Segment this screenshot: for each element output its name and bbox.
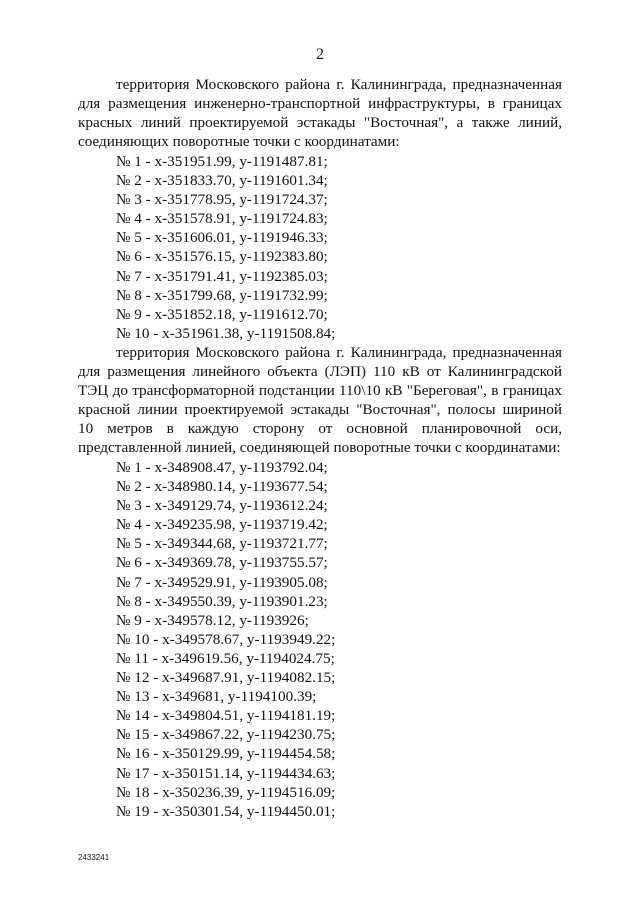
coordinate-point: № 8 - х-349550.39, у-1193901.23; — [116, 592, 328, 610]
coordinate-point: № 15 - х-349867.22, у-1194230.75; — [116, 726, 336, 744]
coordinate-point: № 3 - х-351778.95, у-1191724.37; — [116, 191, 328, 209]
section2-line: красной линии проектируемой эстакады "Восточная", полосы шириной — [78, 401, 562, 418]
coordinate-point: № 19 - х-350301.54, у-1194450.01; — [116, 802, 336, 820]
coordinate-point: № 7 - х-351791.41, у-1192385.03; — [116, 267, 328, 285]
coordinate-point: № 1 - х-348908.47, у-1193792.04; — [116, 459, 328, 476]
document-id: 2433241 — [78, 853, 110, 862]
coordinate-point: № 6 - х-349369.78, у-1193755.57; — [116, 554, 328, 572]
coordinate-point: № 13 - х-349681, у-1194100.39; — [116, 688, 317, 706]
section2-line: для размещения линейного объекта (ЛЭП) 110 кВ от Калининградской — [78, 363, 562, 380]
section2-line: ТЭЦ до трансформаторной подстанции 110\10 кВ "Береговая", в границах — [78, 382, 562, 399]
section1-line: для размещения инженерно-транспортной инфраструктуры, в границах — [78, 95, 562, 112]
coordinate-point: № 4 - х-349235.98, у-1193719.42; — [116, 516, 328, 534]
page-number: 2 — [316, 46, 324, 63]
coordinate-point: № 8 - х-351799.68, у-1191732.99; — [116, 286, 328, 304]
section1-line: соединяющих поворотные точки с координатами: — [78, 133, 400, 150]
coordinate-point: № 18 - х-350236.39, у-1194516.09; — [116, 783, 336, 801]
coordinate-point: № 17 - х-350151.14, у-1194434.63; — [116, 764, 336, 782]
coordinate-point: № 2 - х-348980.14, у-1193677.54; — [116, 478, 328, 496]
section1-line: территория Московского района г. Калининграда, предназначенная — [116, 76, 562, 93]
coordinate-point: № 5 - х-351606.01, у-1191946.33; — [116, 229, 328, 247]
coordinate-point: № 9 - х-349578.12, у-1193926; — [116, 611, 309, 629]
coordinate-point: № 3 - х-349129.74, у-1193612.24; — [116, 497, 328, 515]
coordinate-point: № 9 - х-351852.18, у-1191612.70; — [116, 305, 328, 323]
coordinate-point: № 4 - х-351578.91, у-1191724.83; — [116, 210, 328, 228]
coordinate-point: № 1 - х-351951.99, у-1191487.81; — [116, 153, 328, 170]
coordinate-point: № 11 - х-349619.56, у-1194024.75; — [116, 649, 335, 667]
section1-coordinate-list — [116, 152, 335, 343]
coordinate-point: № 6 - х-351576.15, у-1192383.80; — [116, 248, 328, 266]
coordinate-point: № 14 - х-349804.51, у-1194181.19; — [116, 707, 336, 725]
section2-line: территория Московского района г. Калининграда, предназначенная — [116, 344, 562, 361]
coordinate-point: № 7 - х-349529.91, у-1193905.08; — [116, 573, 328, 591]
section2-line: 10 метров в каждую сторону от основной планировочной оси, — [78, 420, 562, 437]
coordinate-point: № 10 - х-349578.67, у-1193949.22; — [116, 630, 336, 648]
section1-line: красных линий проектируемой эстакады "Восточная", а также линий, — [78, 114, 562, 131]
coordinate-point: № 2 - х-351833.70, у-1191601.34; — [116, 172, 328, 190]
section2-coordinate-list — [116, 458, 335, 821]
section1-paragraph — [78, 75, 562, 151]
coordinate-point: № 10 - х-351961.38, у-1191508.84; — [116, 324, 336, 342]
coordinate-point: № 12 - х-349687.91, у-1194082.15; — [116, 669, 336, 687]
coordinate-point: № 16 - х-350129.99, у-1194454.58; — [116, 745, 336, 763]
coordinate-point: № 5 - х-349344.68, у-1193721.77; — [116, 535, 328, 553]
section2-paragraph — [78, 343, 562, 457]
section2-line: представленной линией, соединяющей поворотные точки с координатами: — [78, 439, 561, 456]
